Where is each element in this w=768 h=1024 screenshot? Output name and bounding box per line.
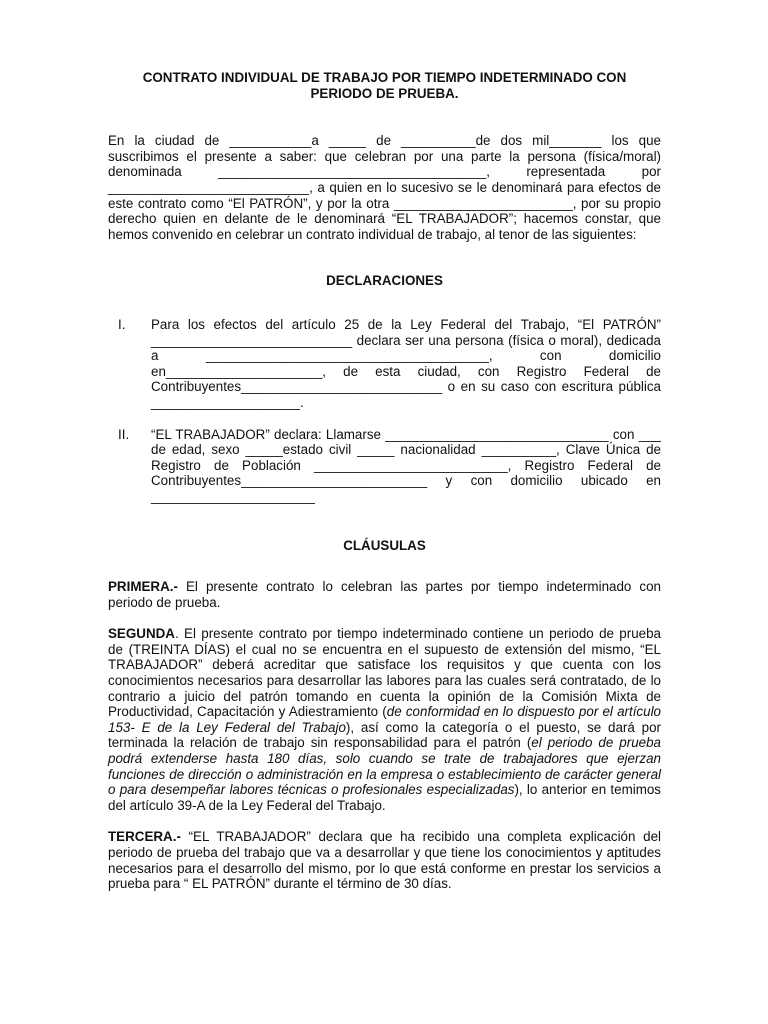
intro-paragraph: En la ciudad de ___________a _____ de __________de dos mil_______ los que suscribimos el presente a saber: que celebran por una parte la persona (física/moral) denominada ____________________________________, representada por ___________________________, a quien en lo sucesivo se le denominará para efectos de este contrato como “El PATRÓN”, y por la otra ________________________, por su propio derecho quien en delante de le denominará “EL TRABAJADOR”; hacemos constar, que hemos convenido en celebrar un contrato individual de trabajo, al tenor de las siguientes: [108, 133, 661, 242]
clausula-segunda [108, 626, 661, 813]
clausula-italic-text: de conformidad en lo dispuesto por el artículo 153- E de la Ley Federal del Trabajo [108, 704, 661, 735]
clausula-label: PRIMERA.- [108, 579, 178, 595]
declaracion-text: Para los efectos del artículo 25 de la Ley Federal del Trabajo, “El PATRÓN” ___________________________ declara ser una persona (física o moral), dedicada a ______________________________________, con domicilio en_____________________, de esta ciudad, con Registro Federal de Contribuyentes___________________________ o en su caso con escritura pública ____________________. [151, 316, 661, 410]
declaracion-item [108, 317, 661, 411]
clausula-text: “EL TRABAJADOR” declara que ha recibido una completa explicación del periodo de prueba del trabajo que va a desarrollar y que tiene los conocimientos y aptitudes necesarios para el desarrollo del mismo, por lo que está conforme en prestar los servicios a prueba para “ EL PATRÓN” durante el término de 30 días. [108, 829, 661, 892]
clausula-tercera [108, 829, 661, 891]
declaracion-text: “EL TRABAJADOR” declara: Llamarse ______________________________ con ___ de edad, sexo _____estado civil _____ nacionalidad __________, Clave Única de Registro de Población __________________________, Registro Federal de Contribuyentes_________________________ y con domicilio ubicado en ______________________ [151, 426, 661, 504]
clausula-text: ), así como la categoría o el puesto, se dará por terminada la relación de trabajo sin responsabilidad para el patrón ( [108, 719, 661, 751]
clausulas-heading: CLÁUSULAS [343, 538, 426, 554]
clausula-text: ), lo anterior en temimos del artículo 39-A de la Ley Federal del Trabajo. [108, 782, 661, 813]
declaracion-number: I. [118, 316, 126, 332]
declaraciones-heading: DECLARACIONES [326, 273, 443, 289]
clausula-label: TERCERA.- [108, 829, 181, 845]
title-line-1: CONTRATO INDIVIDUAL DE TRABAJO POR TIEMPO INDETERMINADO CON [142, 70, 627, 85]
clausula-italic-text: el periodo de prueba podrá extenderse hasta 180 días, solo cuando se trate de trabajadores que ejerzan funciones de dirección o administración en la empresa o establecimiento de carácter general o para desempeñar labores técnicas o profesionales especializadas [108, 735, 661, 798]
title-line-2: PERIODO DE PRUEBA. [310, 85, 459, 101]
contract-page [108, 70, 661, 892]
clausula-primera [108, 579, 661, 610]
clausula-text: . El presente contrato por tiempo indeterminado contiene un periodo de prueba de (TREINTA DÍAS) el cual no se encuentra en el supuesto de extensión del mismo, “EL TRABAJADOR” deberá acreditar que satisface los requisitos y que cuenta con los conocimientos necesarios para desarrollar las labores para las cuales será contratado, de lo contrario a juicio del patrón tomando en cuenta la opinión de la Comisión Mixta de Productividad, Capacitación y Adiestramiento ( [108, 626, 661, 720]
declaracion-number: II. [118, 426, 130, 442]
clausula-text: El presente contrato lo celebran las partes por tiempo indeterminado con periodo de prueba. [108, 579, 661, 610]
clausula-label: SEGUNDA [108, 626, 175, 642]
declaraciones-list [108, 317, 661, 505]
declaracion-item [108, 427, 661, 505]
document-title [108, 70, 661, 101]
